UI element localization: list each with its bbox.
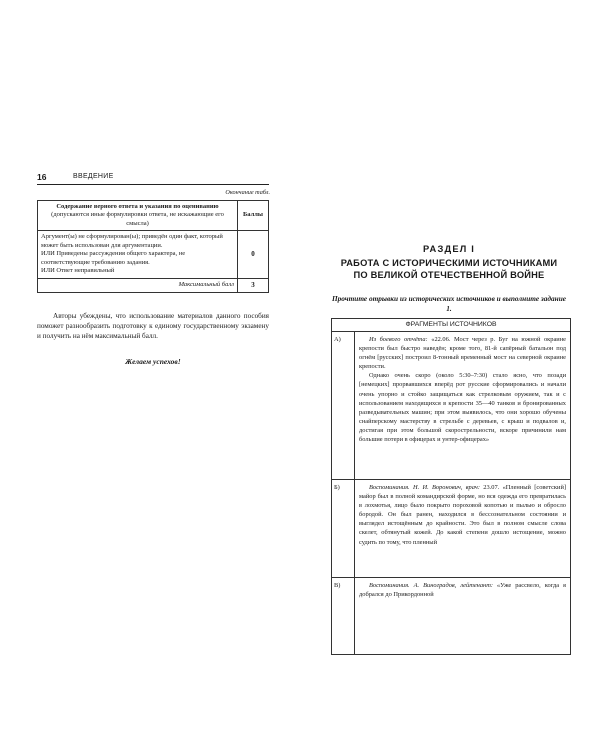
running-header: [37, 172, 269, 185]
fragment-body: «Уже рассвело, когда я добрался до Прикордонной: [359, 582, 566, 599]
section-number: РАЗДЕЛ I: [422, 244, 476, 254]
fragment-row: [332, 480, 570, 578]
criteria-line: ИЛИ Приведены рассуждения общего характера, не соответствующие требованию задания.: [41, 250, 186, 266]
fragment-row: [332, 332, 570, 480]
fragment-body: Однако очень скоро (около 5:30–7:30) стало ясно, что позади [немецких] прорвавшихся вперёд рот русские сформировались и начали очень упорно и стойко защищаться как стрелковым оружием, так и с использованием находящихся в крепости 35—40 танков и бронированных разведывательных машин; при этом выявилось, что они хорошо обучены снайперскому мастерству в стрельбе с деревьев, с крыш и подвалов и, достигая при этом большой скорострельности, вскоре причинили нам большие потери в офицерах и унтер-офицерах»: [359, 372, 566, 444]
fragment-row: [332, 578, 570, 654]
authors-paragraph: Авторы убеждены, что использование материалов данного пособия поможет разнообразить подготовку к единому государственному экзамену и получить на нём максимальный балл.: [37, 312, 269, 341]
criteria-line: ИЛИ Ответ неправильный: [41, 267, 115, 275]
score-cell: 0: [238, 231, 269, 278]
fragments-table: [331, 318, 571, 655]
max-score-row: [38, 278, 269, 292]
section-title: [330, 243, 568, 282]
fragment-label: В): [332, 578, 355, 654]
table-continuation-note: Окончание табл.: [225, 189, 270, 196]
max-score-label: Максимальный балл: [38, 278, 238, 292]
section-title-line: ПО ВЕЛИКОЙ ОТЕЧЕСТВЕННОЙ ВОЙНЕ: [353, 270, 545, 281]
fragment-text: [355, 578, 570, 654]
fragment-body: «22.06. Мост через р. Буг на южной окраине крепости был быстро наведён; кроме того, 81-й сапёрный батальон под огнём [русских] построил 8-тонный временный мост на северной окраине крепости.: [359, 336, 566, 371]
grading-table: [37, 200, 269, 293]
criteria-header: [38, 201, 238, 231]
fragment-source: Из боевого отчёта:: [369, 336, 428, 343]
fragment-text: [355, 480, 570, 577]
fragment-source: Воспоминания. А. Виноградов, лейтенант:: [369, 582, 493, 589]
table-header-row: [38, 201, 269, 231]
criteria-header-title: Содержание верного ответа и указания по оцениванию: [56, 203, 219, 210]
section-title-line: РАБОТА С ИСТОРИЧЕСКИМИ ИСТОЧНИКАМИ: [340, 257, 558, 268]
fragment-source: Воспоминания. Н. И. Воронович, врач:: [369, 484, 480, 491]
max-score-value: 3: [238, 278, 269, 292]
page-number: 16: [37, 172, 47, 182]
closing-wish: Желаем успехов!: [125, 357, 181, 366]
table-row: [38, 231, 269, 278]
fragments-header: ФРАГМЕНТЫ ИСТОЧНИКОВ: [332, 319, 570, 332]
fragment-body: 23.07. «Пленный [советский] майор был в полной командирской форме, но вся одежда его превратилась в лохмотья, лицо было покрыто пороховой копотью и пылью и обросло бородой. Он был ранен, находился в бессознательном состоянии и выглядел истощённым до крайности. Это был в полном смысле слова скелет, обтянутый кожей. До какой степени дошло истощение, можно судить по тому, что пленный: [359, 484, 567, 546]
criteria-line: Аргумент(ы) не сформулирован(ы); приведён один факт, который может быть использован для аргументации.: [41, 233, 223, 249]
fragment-label: А): [332, 332, 355, 479]
fragment-label: Б): [332, 480, 355, 577]
fragment-text: [355, 332, 570, 479]
task-instruction: Прочтите отрывки из исторических источников и выполните задание 1.: [331, 294, 567, 313]
points-header: Баллы: [238, 201, 269, 231]
criteria-cell: [38, 231, 238, 278]
right-page: [300, 0, 600, 750]
section-header: ВВЕДЕНИЕ: [73, 173, 114, 180]
criteria-header-note: (допускаются иные формулировки ответа, не искажающие его смысла): [51, 211, 224, 227]
